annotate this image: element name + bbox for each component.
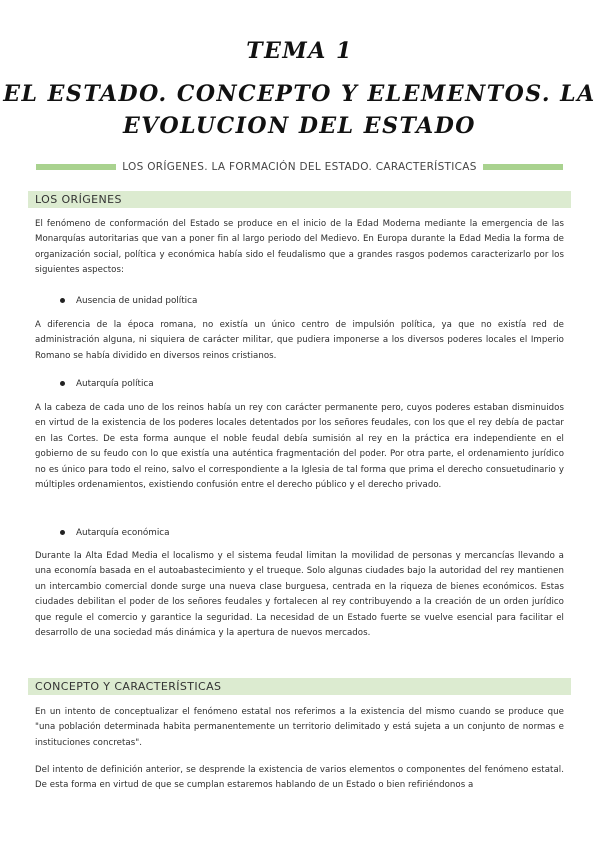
bullet-dot-icon <box>60 530 65 535</box>
divider-bar-left <box>36 164 116 170</box>
bullet-label: Autarquía económica <box>76 528 170 538</box>
paragraph-concepto-2: Del intento de definición anterior, se desprende la existencia de varios elementos o componentes del fenómeno estatal. De esta forma en virtud de que se cumplan estaremos hablando de un Estado o bien refiriéndonos a <box>35 765 564 791</box>
divider-bar-right <box>483 164 563 170</box>
paragraph-intro: El fenómeno de conformación del Estado se produce en el inicio de la Edad Moderna mediante la emergencia de las Monarquías autoritarias que van a poner fin al largo periodo del Medievo. En Europa durante la Edad Media la forma de organización social, política y económica había sido el feudalismo que a grandes rasgos podemos caracterizarlo por los siguientes aspectos: <box>35 219 564 276</box>
doc-title-line-1: TEMA 1 <box>246 38 353 64</box>
paragraph-autarquia-economica: Durante la Alta Edad Media el localismo y el sistema feudal limitan la movilidad de personas y mercancías llevando a una economía basada en el autoabastecimiento y el trueque. Solo algunas ciudades bajo la autoridad del rey mantienen un intercambio comercial donde surge una nueva clase burguesa, centrada en la riqueza de bienes económicos. Estas ciudades debilitan el poder de los señores feudales y fortalecen al rey contribuyendo a la creación de un orden jurídico que regule el comercio y garantice la seguridad. La necesidad de un Estado fuerte se vuelve esencial para facilitar el desarrollo de una sociedad más dinámica y la apertura de nuevos mercados. <box>35 551 564 639</box>
bullet-dot-icon <box>60 298 65 303</box>
bullet-dot-icon <box>60 381 65 386</box>
paragraph-autarquia-politica: A la cabeza de cada uno de los reinos había un rey con carácter permanente pero, cuyos poderes estaban disminuidos en virtud de la existencia de los poderes locales detentados por los señores feudales, con los que el rey debía de pactar en las Cortes. De esta forma aunque el noble feudal debía sumisión al rey en la práctica era independiente en el gobierno de su feudo con lo que existía una auténtica fragmentación del poder. Por otra parte, el ordenamiento jurídico no es único para todo el reino, salvo el correspondiente a la Iglesia de tal forma que prima el derecho consuetudinario y múltiples ordenamientos, existiendo confusión entre el derecho público y el derecho privado. <box>35 403 564 491</box>
paragraph-concepto-1: En un intento de conceptualizar el fenómeno estatal nos referimos a la existencia del mismo cuando se produce que "una población determinada habita permanentemente un territorio delimitado y está sujeta a un conjunto de normas e instituciones concretas". <box>35 707 564 748</box>
doc-title-line-2: EL ESTADO. CONCEPTO Y ELEMENTOS. LA <box>3 81 596 107</box>
section-divider <box>0 159 599 175</box>
paragraph-unidad-politica: A diferencia de la época romana, no existía un único centro de impulsión política, ya que no existía red de administración alguna, ni siquiera de carácter militar, que pudiera imponerse a los diversos poderes locales el Imperio Romano se había dividido en diversos reinos cristianos. <box>35 320 564 361</box>
bullet-label: Ausencia de unidad política <box>76 296 198 306</box>
bullet-item-autarquia-politica <box>60 377 154 392</box>
bullet-item-autarquia-economica <box>60 526 170 541</box>
bullet-label: Autarquía política <box>76 379 154 389</box>
section-heading-origenes: LOS ORÍGENES <box>28 191 571 208</box>
divider-text: LOS ORÍGENES. LA FORMACIÓN DEL ESTADO. CARACTERÍSTICAS <box>122 161 477 173</box>
bullet-item-unidad-politica <box>60 294 197 309</box>
doc-title-line-3: EVOLUCION DEL ESTADO <box>123 113 476 139</box>
section-heading-concepto: CONCEPTO Y CARACTERÍSTICAS <box>28 678 571 695</box>
